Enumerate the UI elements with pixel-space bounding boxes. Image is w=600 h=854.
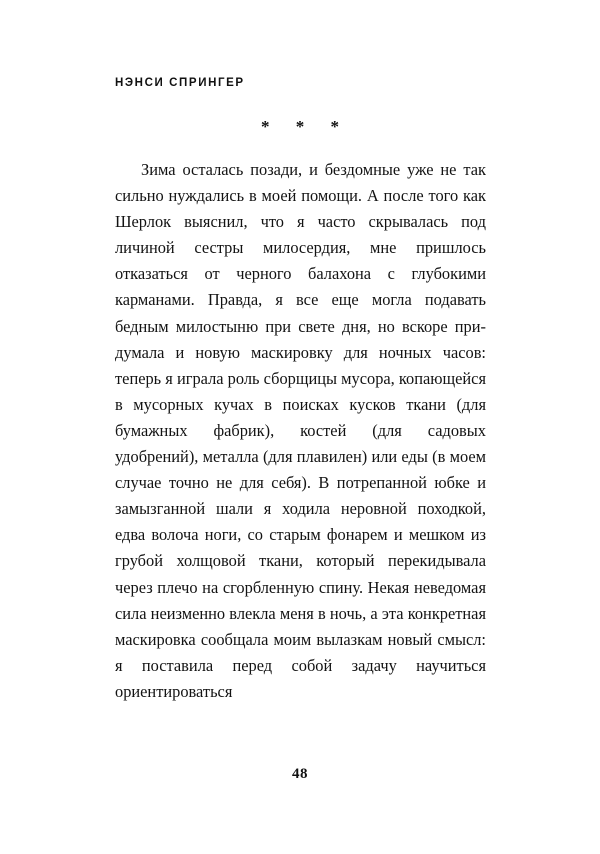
section-break-asterisks: * * * [261, 117, 350, 136]
running-head-author: НЭНСИ СПРИНГЕР [115, 77, 245, 89]
body-text-block [115, 157, 486, 705]
page-number: 48 [292, 766, 308, 782]
body-paragraph: Зима осталась позади, и бездомные уже не так сильно нуждались в моей помощи. А после того как Шерлок выяснил, что я часто скрывалась под личиной сестры милосердия, мне пришлось отказаться от черного балахона с глубокими карманами. Правда, я все еще могла подавать бедным милостыню при свете дня, но вскоре придумала и новую маскировку для ночных часов: теперь я играла роль сборщицы мусора, копающейся в мусорных кучах в поисках кусков ткани (для бумажных фабрик), костей (для садовых удобрений), металла (для плавилен) или еды (в моем случае точно не для себя). В потрепанной юбке и замызганной шали я ходила неровной походкой, едва волоча ноги, со старым фонарем и мешком из грубой холщовой ткани, который перекидывала через плечо на сгорбленную спину. Некая неведомая сила неизменно влекла меня в ночь, а эта конкретная маскировка сообщала моим вылазкам новый смысл: я поставила перед собой задачу научиться ориентироваться [115, 160, 486, 701]
